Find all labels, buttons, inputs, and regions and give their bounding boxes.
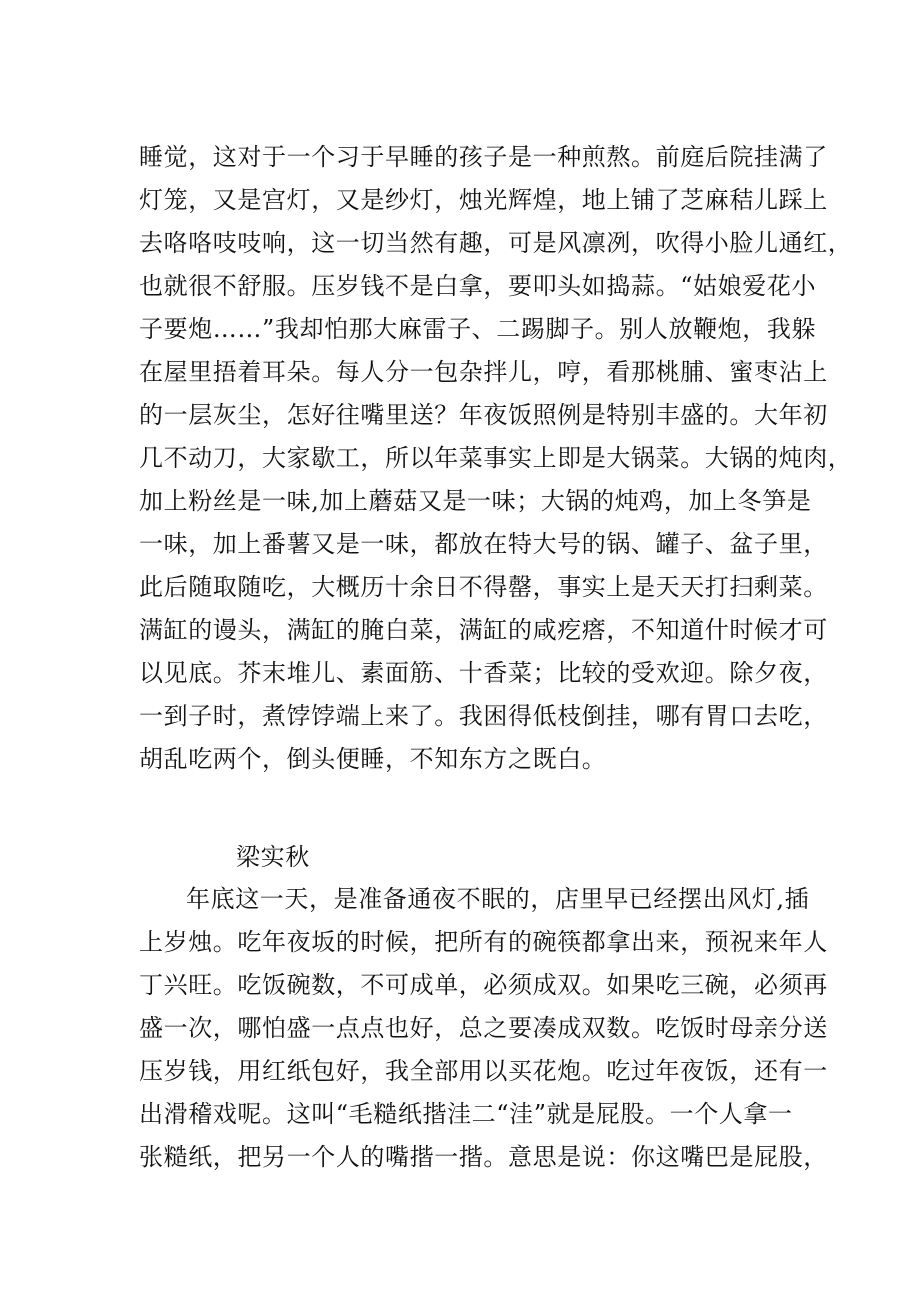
text-line: 睡觉，这对于一个习于早睡的孩子是一种煎熬。前庭后院挂满了 xyxy=(139,143,828,171)
text-line: 压岁钱，用红纸包好，我全部用以买花炮。吃过年夜饭，还有一 xyxy=(139,1057,828,1085)
text-line: 出滑稽戏呢。这叫“毛糙纸揩洼二“洼”就是屁股。一个人拿一 xyxy=(139,1100,793,1128)
text-line: 上岁烛。吃年夜坂的时候，把所有的碗筷都拿出来，预祝来年人 xyxy=(139,928,828,956)
text-line: 满缸的谩头，满缸的腌白菜，满缸的咸疙瘩，不知道什时候才可 xyxy=(139,616,828,644)
text-line: 此后随取随吃，大概历十余日不得罄，事实上是天天打扫剩菜。 xyxy=(139,573,828,601)
text-line: 丁兴旺。吃饭碗数，不可成单，必须成双。如果吃三碗，必须再 xyxy=(139,971,828,999)
text-line: 一味，加上番薯又是一味，都放在特大号的锅、罐子、盆子里， xyxy=(139,530,828,558)
text-line: 张糙纸，把另一个人的嘴揩一揩。意思是说：你这嘴巴是屁股， xyxy=(139,1143,828,1171)
text-line: 也就很不舒服。压岁钱不是白拿，要叩头如捣蒜。“姑娘爱花小 xyxy=(139,272,817,300)
text-line: 去咯咯吱吱响，这一切当然有趣，可是风凛冽，吹得小脸儿通红， xyxy=(139,229,853,257)
text-line: 胡乱吃两个，倒头便睡，不知东方之既白。 xyxy=(139,745,607,773)
text-line: 一到子时，煮饽饽端上来了。我困得低枝倒挂，哪有胃口去吃， xyxy=(139,702,828,730)
text-line: 以见底。芥末堆儿、素面筋、十香菜；比较的受欢迎。除夕夜， xyxy=(139,659,828,687)
text-line: 灯笼，又是宫灯，又是纱灯，烛光辉煌，地上铺了芝麻秸儿踩上 xyxy=(139,186,828,214)
text-line: 加上粉丝是一味,加上蘑菇又是一味；大锅的炖鸡，加上冬笋是 xyxy=(139,487,812,515)
text-line: 在屋里捂着耳朵。每人分一包杂拌儿，哼，看那桃脯、蜜枣沾上 xyxy=(139,358,828,386)
author-name: 梁实秋 xyxy=(236,843,310,871)
text-line: 盛一次，哪怕盛一点点也好，总之要凑成双数。吃饭时母亲分送 xyxy=(139,1014,828,1042)
text-line: 几不动刀，大家歇工，所以年菜事实上即是大锅菜。大锅的炖肉， xyxy=(139,444,853,472)
text-line: 子要炮……”我却怕那大麻雷子、二踢脚子。别人放鞭炮，我躲 xyxy=(139,315,817,343)
text-line: 年底这一天，是准备通夜不眠的，店里早已经摆出风灯,插 xyxy=(186,885,810,913)
text-line: 的一层灰尘，怎好往嘴里送？年夜饭照例是特别丰盛的。大年初 xyxy=(139,401,828,429)
